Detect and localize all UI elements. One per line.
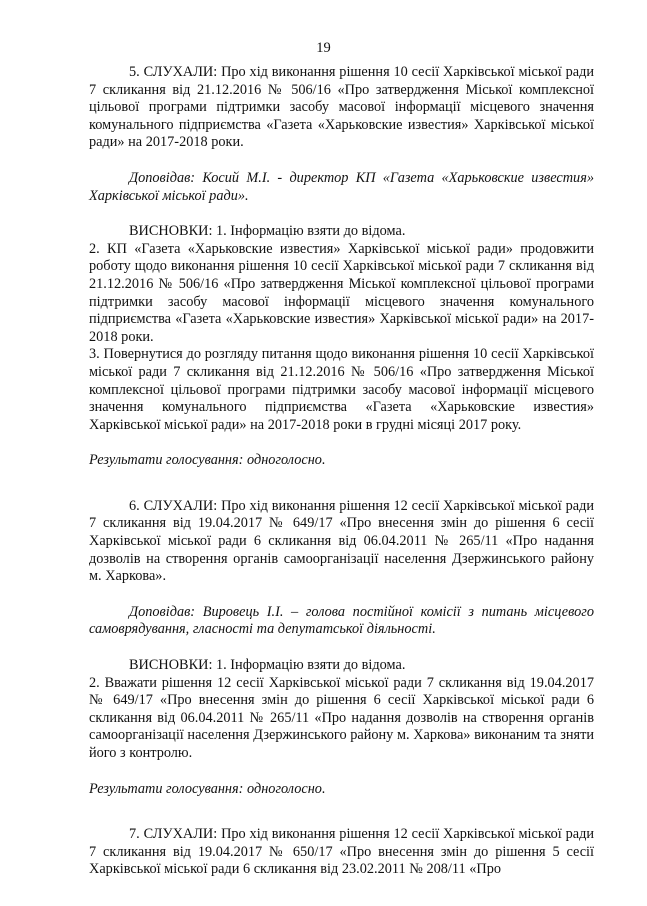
- voting-result-5: Результати голосування: одноголосно.: [89, 452, 326, 469]
- heard-item-6: 6. СЛУХАЛИ: Про хід виконання рішення 12 сесії Харківської міської ради 7 скликання від 19.04.2017 № 649/17 «Про внесення змін до рішення 6 сесії Харківської міської ради 6 скликання від 06.04.2011 № 265/11 «Про надання дозволів на створення органів самоорганізації населення Дзержинського району м. Харкова».: [89, 497, 594, 585]
- conclusions-heading-5: ВИСНОВКИ: 1. Інформацію взяти до відома.: [129, 223, 406, 240]
- conclusion-5-3: 3. Повернутися до розгляду питання щодо виконання рішення 10 сесії Харківської міської ради 7 скликання від 21.12.2016 № 506/16 «Про затвердження Міської комплексної цільової програми підтримки засобу масової інформації місцевого значення комунального підприємства «Газета «Харьковские известия» Харківської міської ради» на 2017-2018 роки в грудні місяці 2017 року.: [89, 346, 594, 433]
- voting-result-6: Результати голосування: одноголосно.: [89, 780, 326, 797]
- speaker-item-5: Доповідав: Косий М.І. - директор КП «Газета «Харьковские известия» Харківської міської ради».: [89, 169, 594, 204]
- conclusions-heading-6: ВИСНОВКИ: 1. Інформацію взяти до відома.: [129, 657, 406, 674]
- page-number: 19: [316, 40, 331, 56]
- heard-item-7: 7. СЛУХАЛИ: Про хід виконання рішення 12 сесії Харківської міської ради 7 скликання від 19.04.2017 № 650/17 «Про внесення змін до рішення 5 сесії Харківської міської ради 6 скликання від 23.02.2011 № 208/11 «Про: [89, 826, 594, 878]
- heard-item-5: 5. СЛУХАЛИ: Про хід виконання рішення 10 сесії Харківської міської ради 7 скликання від 21.12.2016 № 506/16 «Про затвердження Міської комплексної цільової програми підтримки засобу масової інформації місцевого значення комунального підприємства «Газета «Харьковские известия» Харківської міської ради» на 2017-2018 роки.: [89, 64, 594, 151]
- conclusion-5-2: 2. КП «Газета «Харьковские известия» Харківської міської ради» продовжити роботу щодо виконання рішення 10 сесії Харківської міської ради 7 скликання від 21.12.2016 № 506/16 «Про затвердження Міської комплексної цільової програми підтримки засобу масової інформації місцевого значення комунального підприємства «Газета «Харьковские известия» Харківської міської ради» на 2017-2018 роки.: [89, 240, 594, 345]
- document-body: [89, 64, 594, 879]
- conclusion-6-2: 2. Вважати рішення 12 сесії Харківської міської ради 7 скликання від 19.04.2017 № 649/17 «Про внесення змін до рішення 6 сесії Харківської міської ради 6 скликання від 06.04.2011 № 265/11 «Про надання дозволів на створення органів самоорганізації населення Дзержинського району м. Харкова» виконаним та зняти його з контролю.: [89, 674, 594, 761]
- speaker-item-6: Доповідав: Вировець І.І. – голова постійної комісії з питань місцевого самоврядування, гласності та депутатської діяльності.: [89, 603, 594, 638]
